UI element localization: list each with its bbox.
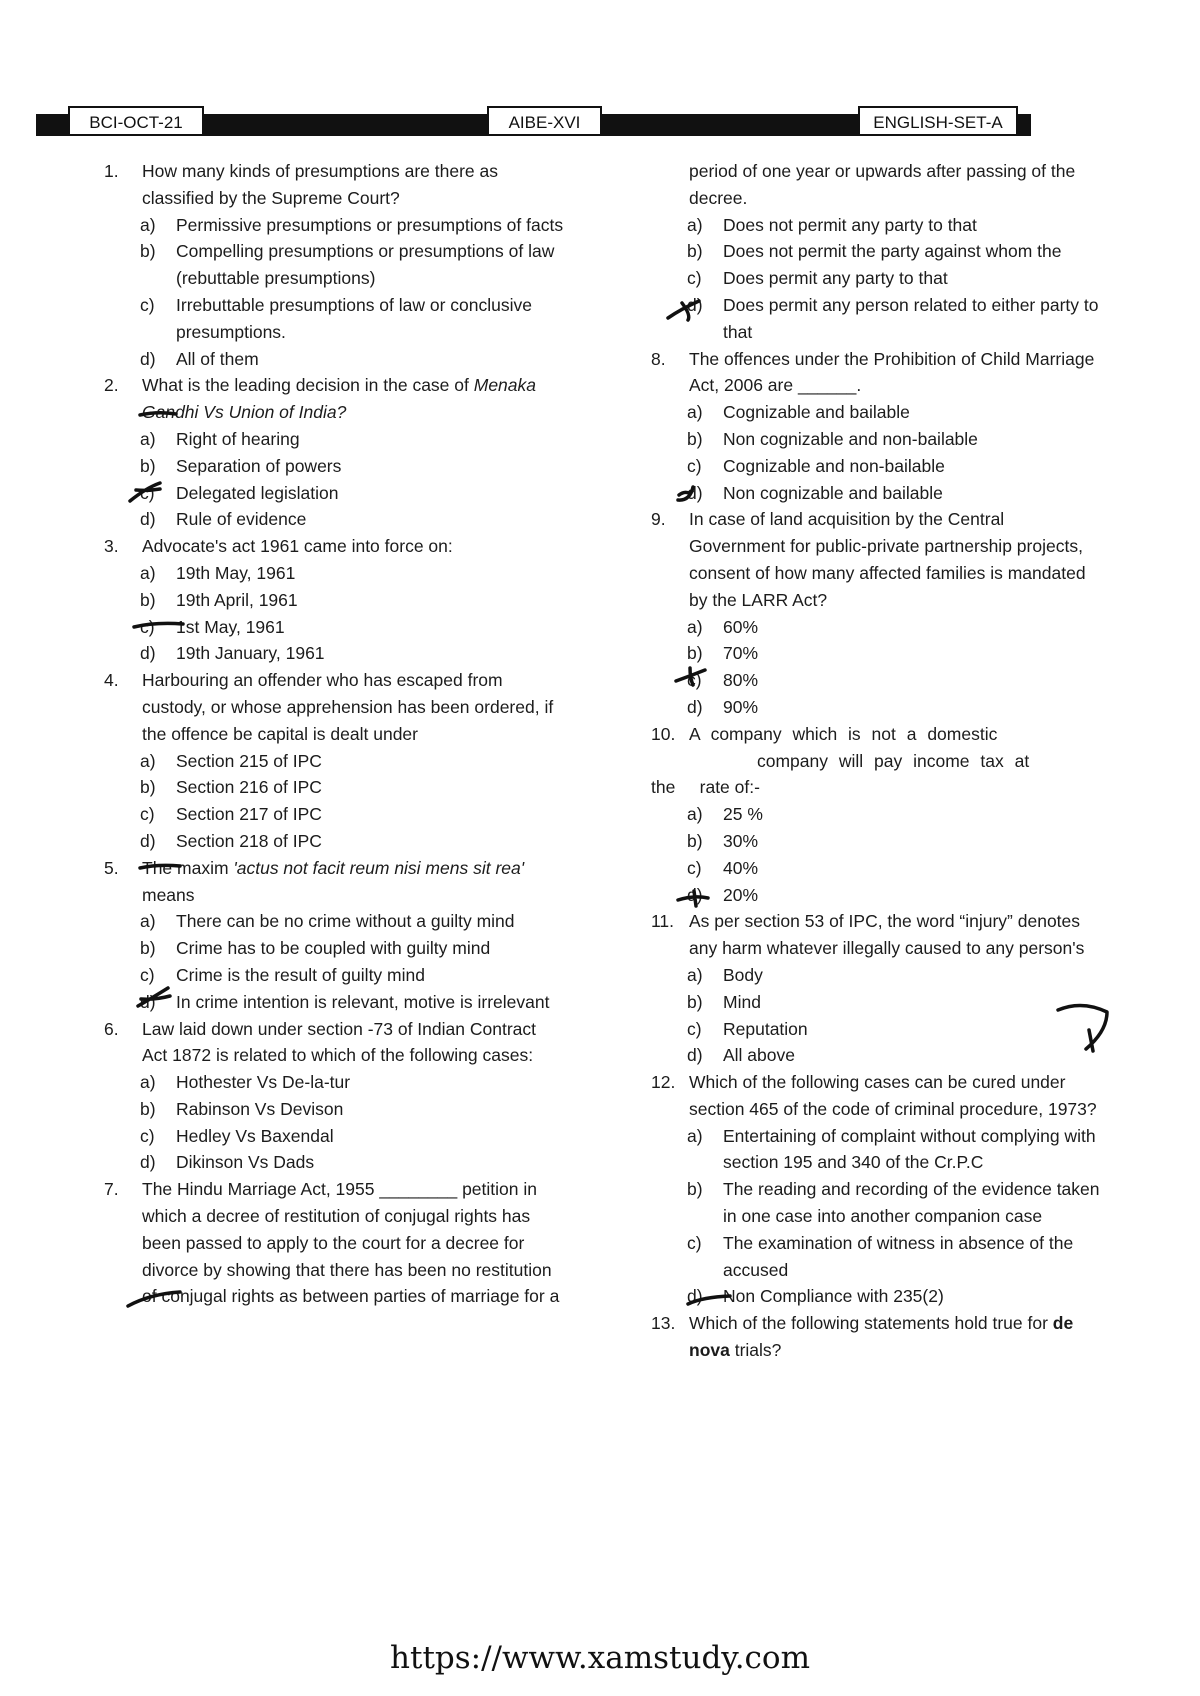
question-6-option-a: a) Hothester Vs De-la-tur [140, 1072, 351, 1093]
question-12-option-c: c) The examination of witness in absence of the accused [687, 1232, 1074, 1280]
question-5: 5. The maxim 'actus not facit reum nisi mens sit rea' means [104, 857, 525, 905]
question-5-option-c: c) Crime is the result of guilty mind [140, 964, 425, 985]
question-12-option-a: a) Entertaining of complaint without complying with section 195 and 340 of the Cr.P.C [687, 1125, 1096, 1173]
question-11-text: As per section 53 of IPC, the word “injury” denotes any harm whatever illegally caused to any person's [689, 911, 1085, 959]
question-6: 6. Law laid down under section -73 of Indian Contract Act 1872 is related to which of the following cases: [104, 1018, 536, 1066]
question-8-option-a: a) Cognizable and bailable [687, 402, 910, 423]
question-10-line1: A company which is not a domestic [689, 723, 998, 744]
question-9-option-c: c) 80% [687, 670, 759, 691]
question-6-option-d: d) Dikinson Vs Dads [140, 1152, 315, 1173]
question-2-option-c: c) Delegated legislation [140, 482, 339, 503]
footer-url[interactable]: https://www.xamstudy.com [390, 1640, 810, 1676]
header-exam-code: BCI-OCT-21 [68, 106, 204, 136]
question-6-option-b: b) Rabinson Vs Devison [140, 1098, 344, 1119]
question-13: 13. Which of the following statements hold true for de nova trials? [651, 1313, 1074, 1361]
question-9-text: In case of land acquisition by the Central Government for public-private partnership projects, consent of how many affected families is mandated by the LARR Act? [689, 509, 1086, 610]
question-7-option-b: b) Does not permit the party against whom the [687, 241, 1062, 262]
question-1-option-b: b) Compelling presumptions or presumptions of law (rebuttable presumptions) [140, 241, 555, 289]
question-6-option-c: c) Hedley Vs Baxendal [140, 1125, 334, 1146]
question-11-option-c: c) Reputation [687, 1018, 808, 1039]
question-3-option-b: b) 19th April, 1961 [140, 589, 298, 610]
question-2-text: What is the leading decision in the case of [142, 375, 469, 396]
question-10-line2: company will pay income tax at [757, 750, 1030, 771]
question-1-option-a: a) Permissive presumptions or presumptions of facts [140, 214, 564, 235]
question-7-option-a: a) Does not permit any party to that [687, 214, 977, 235]
question-2-option-d: d) Rule of evidence [140, 509, 307, 530]
question-12-text: Which of the following cases can be cured under section 465 of the code of criminal procedure, 1973? [689, 1072, 1097, 1119]
question-1-text: How many kinds of presumptions are there as classified by the Supreme Court? [142, 161, 498, 208]
question-4-option-c: c) Section 217 of IPC [140, 804, 322, 825]
question-7: 7. The Hindu Marriage Act, 1955 ________ petition in which a decree of restitution of conjugal rights has been passed to apply to the court for a decree for divorce by showing that there has been no restitution of conjugal rights as between parties of marriage for a [104, 1179, 560, 1307]
question-8-option-b: b) Non cognizable and non-bailable [687, 428, 978, 449]
question-2-case: Menaka Gandhi Vs Union of India? [142, 375, 537, 423]
question-7-option-d: d) Does permit any person related to either party to that [687, 294, 1099, 342]
question-8: 8. The offences under the Prohibition of Child Marriage Act, 2006 are ______. [651, 348, 1095, 396]
header-set-label: ENGLISH-SET-A [858, 106, 1018, 136]
header-exam-name: AIBE-XVI [487, 106, 602, 136]
question-13-term: de nova [689, 1313, 1074, 1361]
question-7-option-c: c) Does permit any party to that [687, 268, 948, 289]
question-2-option-a: a) Right of hearing [140, 428, 300, 449]
question-5-option-a: a) There can be no crime without a guilty mind [140, 911, 515, 932]
question-5-option-d: d) In crime intention is relevant, motive is irrelevant [140, 991, 550, 1012]
question-9-option-b: b) 70% [687, 643, 759, 664]
question-4-option-a: a) Section 215 of IPC [140, 750, 322, 771]
left-column [104, 158, 564, 1310]
question-9-option-d: d) 90% [687, 696, 759, 717]
question-3-option-a: a) 19th May, 1961 [140, 562, 296, 583]
question-1: 1. How many kinds of presumptions are there as classified by the Supreme Court? [104, 161, 498, 208]
question-8-option-c: c) Cognizable and non-bailable [687, 455, 945, 476]
question-3-option-c: c) 1st May, 1961 [140, 616, 285, 637]
question-1-option-c: c) Irrebuttable presumptions of law or conclusive presumptions. [140, 294, 533, 342]
question-4-option-d: d) Section 218 of IPC [140, 830, 322, 851]
question-9: 9. In case of land acquisition by the Central Government for public-private partnership projects, consent of how many affected families is mandated by the LARR Act? [651, 509, 1086, 610]
question-11: 11. As per section 53 of IPC, the word “injury” denotes any harm whatever illegally caused to any person's [651, 911, 1085, 959]
question-12-option-d: d) Non Compliance with 235(2) [687, 1286, 944, 1307]
question-12-option-b: b) The reading and recording of the evidence taken in one case into another companion case [687, 1179, 1100, 1227]
question-5-maxim: 'actus not facit reum nisi mens sit rea' [233, 857, 525, 878]
question-8-text: The offences under the Prohibition of Child Marriage Act, 2006 are ______. [689, 348, 1095, 396]
question-4: 4. Harbouring an offender who has escaped from custody, or whose apprehension has been ordered, if the offence be capital is dealt under [104, 670, 554, 744]
question-1-option-d: d) All of them [140, 348, 259, 369]
question-10-option-c: c) 40% [687, 857, 759, 878]
question-12: 12. Which of the following cases can be cured under section 465 of the code of criminal procedure, 1973? [651, 1072, 1097, 1119]
question-5-option-b: b) Crime has to be coupled with guilty mind [140, 938, 491, 959]
question-4-option-b: b) Section 216 of IPC [140, 777, 322, 798]
right-column [651, 158, 1103, 1364]
question-11-option-d: d) All above [687, 1045, 795, 1066]
question-2: 2. What is the leading decision in the case of Menaka Gandhi Vs Union of India? [104, 375, 537, 423]
question-9-option-a: a) 60% [687, 616, 759, 637]
question-11-option-a: a) Body [687, 964, 763, 985]
question-10: 10. A company which is not a domestic [651, 723, 998, 744]
question-2-option-b: b) Separation of powers [140, 455, 342, 476]
question-10-option-b: b) 30% [687, 830, 759, 851]
question-7-continuation: period of one year or upwards after passing of the decree. [689, 161, 1076, 208]
question-7-text: The Hindu Marriage Act, 1955 ________ petition in which a decree of restitution of conjugal rights has been passed to apply to the court for a decree for divorce by showing that there has been no restitution of conjugal rights as between parties of marriage for a [142, 1179, 560, 1307]
question-3-option-d: d) 19th January, 1961 [140, 643, 325, 664]
question-6-text: Law laid down under section -73 of Indian Contract Act 1872 is related to which of the following cases: [142, 1018, 536, 1066]
question-3: 3. Advocate's act 1961 came into force on: [104, 536, 453, 557]
question-10-option-d: d) 20% [687, 884, 759, 905]
question-8-option-d: d) Non cognizable and bailable [687, 482, 943, 503]
question-4-text: Harbouring an offender who has escaped from custody, or whose apprehension has been ordered, if the offence be capital is dealt under [142, 670, 554, 744]
question-10-line3: the rate of:- [651, 777, 760, 798]
question-11-option-b: b) Mind [687, 991, 761, 1012]
question-10-option-a: a) 25 % [687, 804, 763, 825]
question-3-text: Advocate's act 1961 came into force on: [142, 536, 453, 557]
